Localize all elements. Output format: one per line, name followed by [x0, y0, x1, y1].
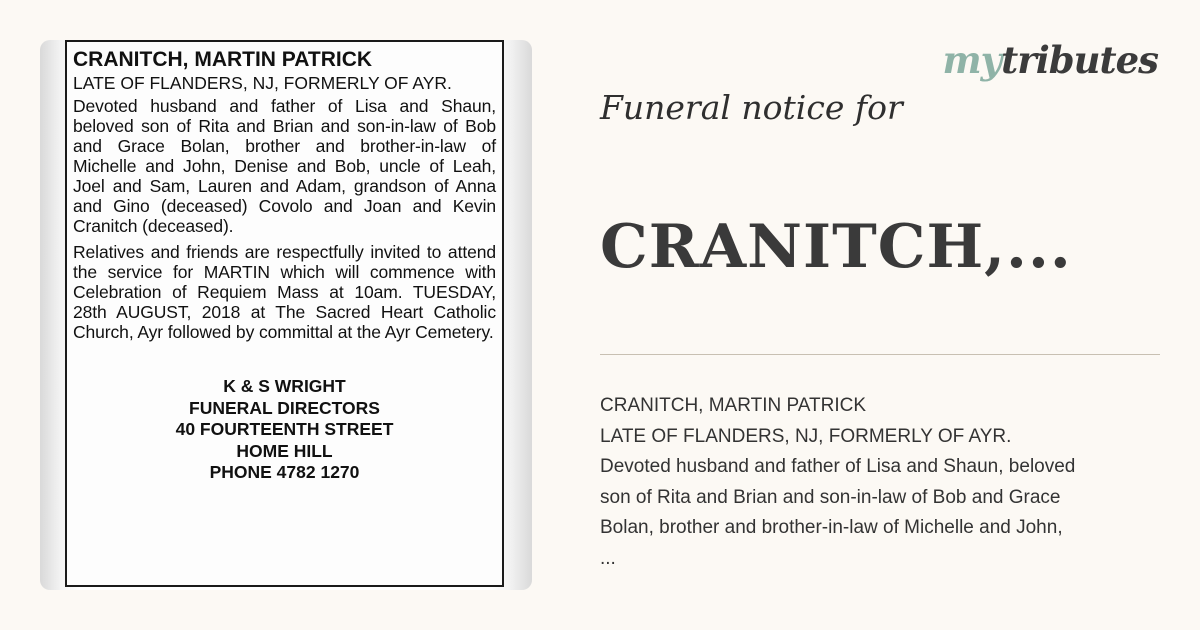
- funeral-director-block: [73, 376, 496, 484]
- deceased-name: CRANITCH,...: [600, 212, 1072, 282]
- notice-excerpt: [600, 391, 1170, 574]
- notice-title: CRANITCH, MARTIN PATRICK: [73, 48, 373, 71]
- excerpt-line: CRANITCH, MARTIN PATRICK: [600, 395, 867, 416]
- excerpt-line: Devoted husband and father of Lisa and Shaun, beloved: [600, 456, 1076, 477]
- excerpt-line: son of Rita and Brian and son-in-law of Bob and Grace: [600, 486, 1061, 508]
- director-line: HOME HILL: [236, 440, 333, 461]
- notice-clipping-frame: [40, 40, 532, 590]
- excerpt-line: Bolan, brother and brother-in-law of Michelle and John,: [600, 517, 1063, 538]
- director-line: K & S WRIGHT: [223, 376, 346, 396]
- logo-tributes: tributes: [1001, 38, 1158, 82]
- logo-my: my: [942, 38, 1002, 82]
- director-line: FUNERAL DIRECTORS: [189, 397, 380, 418]
- newspaper-notice: [65, 40, 504, 587]
- divider: [600, 354, 1160, 355]
- page-heading: Funeral notice for: [600, 88, 903, 127]
- notice-paragraph-family: Devoted husband and father of Lisa and Shaun, beloved son of Rita and Brian and son-in-law of Bob and Grace Bolan, brother and brother-in-law of Michelle and John, Denise and Bob, uncle of Leah, Joel and Sam, Lauren and Adam, grandson of Anna and Gino (deceased) Covolo and Joan and Kevin Cranitch (deceased).: [73, 96, 496, 236]
- excerpt-line: LATE OF FLANDERS, NJ, FORMERLY OF AYR.: [600, 425, 1012, 447]
- notice-paragraph-service: Relatives and friends are respectfully invited to attend the service for MARTIN which will commence with Celebration of Requiem Mass at 10am. TUESDAY, 28th AUGUST, 2018 at The Sacred Heart Catholic Church, Ayr followed by committal at the Ayr Cemetery.: [73, 242, 496, 342]
- director-line: PHONE 4782 1270: [209, 462, 360, 482]
- excerpt-line: ...: [600, 547, 616, 569]
- mytributes-logo[interactable]: [942, 38, 1158, 82]
- director-line: 40 FOURTEENTH STREET: [175, 419, 394, 439]
- notice-subtitle: LATE OF FLANDERS, NJ, FORMERLY OF AYR.: [73, 73, 452, 93]
